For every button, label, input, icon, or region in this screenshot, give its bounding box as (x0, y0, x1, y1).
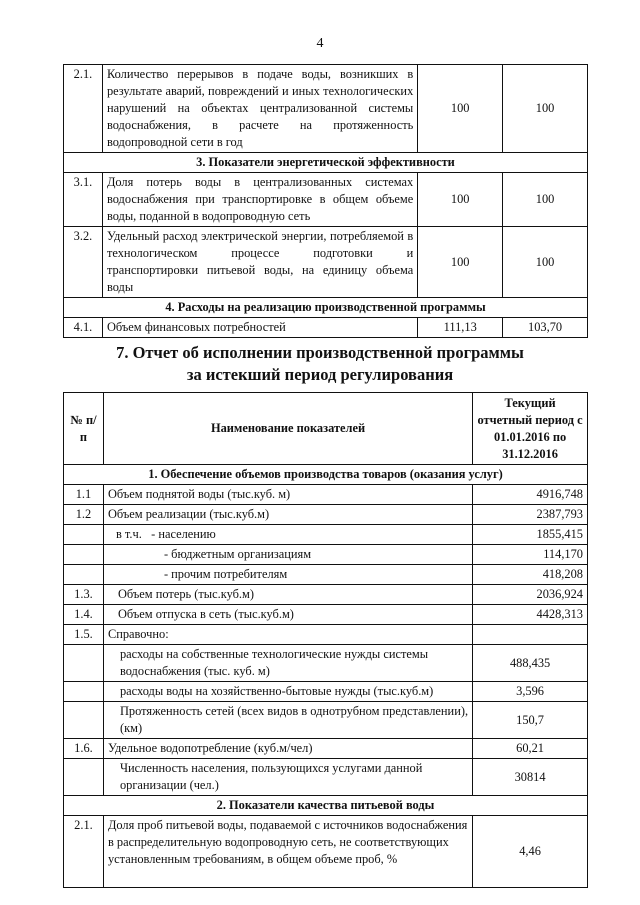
row-name: - прочим потребителям (103, 565, 472, 585)
row-name: Объем реализации (тыс.куб.м) (103, 505, 472, 525)
row-number: 4.1. (64, 318, 103, 338)
row-name: Объем потерь (тыс.куб.м) (103, 585, 472, 605)
row-name: Объем отпуска в сеть (тыс.куб.м) (103, 605, 472, 625)
row-value: 114,170 (473, 545, 588, 565)
section-title: 1. Обеспечение объемов производства товаров (оказания услуг) (64, 465, 588, 485)
table-row (64, 816, 588, 888)
row-value: 3,596 (473, 682, 588, 702)
row-number: 3.2. (64, 227, 103, 298)
heading-line-2: за истекший период регулирования (186, 365, 454, 384)
section-row (64, 465, 588, 485)
row-number: 1.3. (64, 585, 104, 605)
row-name: Справочно: (103, 625, 472, 645)
row-value-1: 100 (418, 173, 503, 227)
header-period: Текущий отчетный период с 01.01.2016 по 31.12.2016 (473, 393, 588, 465)
table-row (64, 739, 588, 759)
table-row (64, 645, 588, 682)
row-value: 4428,313 (473, 605, 588, 625)
row-number (64, 545, 104, 565)
table-row (64, 485, 588, 505)
row-number: 3.1. (64, 173, 103, 227)
row-value-1: 111,13 (418, 318, 503, 338)
section-row (64, 153, 588, 173)
row-name: расходы воды на хозяйственно-бытовые нужды (тыс.куб.м) (103, 682, 472, 702)
row-name: - бюджетным организациям (103, 545, 472, 565)
table-row (64, 318, 588, 338)
row-value: 60,21 (473, 739, 588, 759)
section-title: 2. Показатели качества питьевой воды (64, 796, 588, 816)
row-number: 2.1. (64, 65, 103, 153)
row-value: 1855,415 (473, 525, 588, 545)
row-number: 1.1 (64, 485, 104, 505)
report-table (63, 392, 588, 888)
row-value: 2036,924 (473, 585, 588, 605)
header-row (64, 393, 588, 465)
row-number (64, 759, 104, 796)
row-value: 4916,748 (473, 485, 588, 505)
table-row (64, 65, 588, 153)
table-row (64, 682, 588, 702)
row-value (473, 625, 588, 645)
header-number: № п/п (64, 393, 104, 465)
section-heading (0, 342, 640, 386)
row-number (64, 682, 104, 702)
row-name: Численность населения, пользующихся услугами данной организации (чел.) (103, 759, 472, 796)
row-value-2: 100 (503, 173, 588, 227)
row-number: 2.1. (64, 816, 104, 888)
row-name: Доля проб питьевой воды, подаваемой с источников водоснабжения в распределительную водопроводную сеть, не соответствующих установленным требованиям, в общем объеме проб, % (103, 816, 472, 888)
table-row (64, 759, 588, 796)
row-number (64, 645, 104, 682)
row-value-1: 100 (418, 227, 503, 298)
table-row (64, 525, 588, 545)
row-value: 2387,793 (473, 505, 588, 525)
table-row (64, 605, 588, 625)
row-value: 30814 (473, 759, 588, 796)
row-name: Удельный расход электрической энергии, потребляемой в технологическом процессе подготовки и транспортировки питьевой воды, на единицу объема воды (102, 227, 417, 298)
table-row (64, 565, 588, 585)
section-title: 4. Расходы на реализацию производственной программы (64, 298, 588, 318)
row-number (64, 702, 104, 739)
row-name: Объем финансовых потребностей (102, 318, 417, 338)
row-name: Объем поднятой воды (тыс.куб. м) (103, 485, 472, 505)
heading-line-1: 7. Отчет об исполнении производственной программы (116, 343, 524, 362)
table-row (64, 173, 588, 227)
row-value-1: 100 (418, 65, 503, 153)
table-row (64, 545, 588, 565)
table-row (64, 585, 588, 605)
header-name: Наименование показателей (103, 393, 472, 465)
row-number (64, 525, 104, 545)
table-row (64, 702, 588, 739)
table-row (64, 505, 588, 525)
table-row (64, 625, 588, 645)
row-name: Протяженность сетей (всех видов в однотрубном представлении), (км) (103, 702, 472, 739)
section-title: 3. Показатели энергетической эффективности (64, 153, 588, 173)
row-number: 1.2 (64, 505, 104, 525)
row-value-2: 100 (503, 227, 588, 298)
row-number: 1.6. (64, 739, 104, 759)
section-row (64, 796, 588, 816)
row-number: 1.4. (64, 605, 104, 625)
row-value: 150,7 (473, 702, 588, 739)
row-name: в т.ч. - населению (103, 525, 472, 545)
row-name: Доля потерь воды в централизованных системах водоснабжения при транспортировке в общем объеме воды, поданной в водопроводную сеть (102, 173, 417, 227)
row-number: 1.5. (64, 625, 104, 645)
row-number (64, 565, 104, 585)
indicators-table (63, 64, 588, 338)
row-value: 418,208 (473, 565, 588, 585)
row-value: 488,435 (473, 645, 588, 682)
row-value-2: 100 (503, 65, 588, 153)
table-row (64, 227, 588, 298)
row-value-2: 103,70 (503, 318, 588, 338)
row-name: расходы на собственные технологические нужды системы водоснабжения (тыс. куб. м) (103, 645, 472, 682)
row-name: Количество перерывов в подаче воды, возникших в результате аварий, повреждений и иных технологических нарушений на объектах централизованной системы водоснабжения, в расчете на протяженность водопроводной сети в год (102, 65, 417, 153)
row-value: 4,46 (473, 816, 588, 888)
section-row (64, 298, 588, 318)
page-number: 4 (316, 36, 324, 51)
row-name: Удельное водопотребление (куб.м/чел) (103, 739, 472, 759)
